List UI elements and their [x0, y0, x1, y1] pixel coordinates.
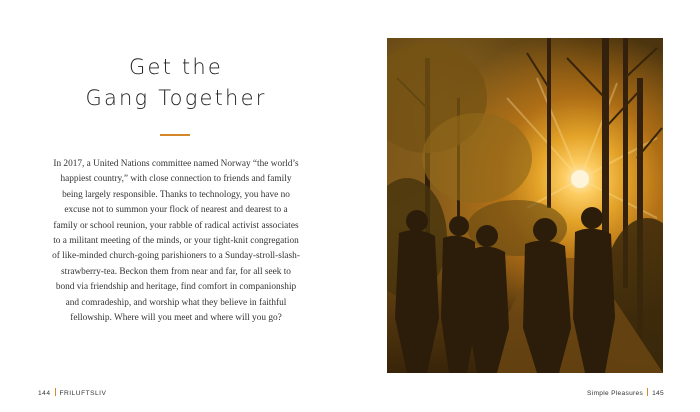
chapter-title: [40, 52, 312, 114]
page-number-right: 145: [652, 390, 664, 397]
folio-right: [587, 388, 664, 397]
page-number-left: 144: [38, 390, 51, 397]
folio-separator: [55, 388, 56, 396]
photo-illustration: [387, 38, 663, 373]
title-line-2: Gang Together: [85, 86, 267, 110]
forest-walk-photo: [387, 38, 663, 373]
body-paragraph: In 2017, a United Nations committee named Norway “the world’s happiest country,” with close connection to friends and family being largely responsible. Thanks to technology, you have no excuse not to summon your flock of nearest and dearest to a family or school reunion, your rabble of radical activist associates to a militant meeting of the minds, or your tight-knit congregation of like-minded church-going parishioners to a Sunday-stroll-slash-strawberry-tea. Beckon them from near and far, for all seek to bond via friendship and heritage, find comfort in companionship and comradeship, and worship what they believe in faithful fellowship. Where will you meet and where will you go?: [52, 159, 300, 324]
running-head-left: FRILUFTSLIV: [59, 390, 107, 397]
accent-rule: [160, 134, 190, 136]
folio-left: [38, 388, 106, 397]
folio-separator: [647, 388, 648, 396]
warm-overlay: [387, 38, 663, 373]
title-line-1: Get the: [129, 55, 223, 79]
running-head-right: Simple Pleasures: [586, 390, 644, 397]
right-page: [350, 0, 700, 412]
